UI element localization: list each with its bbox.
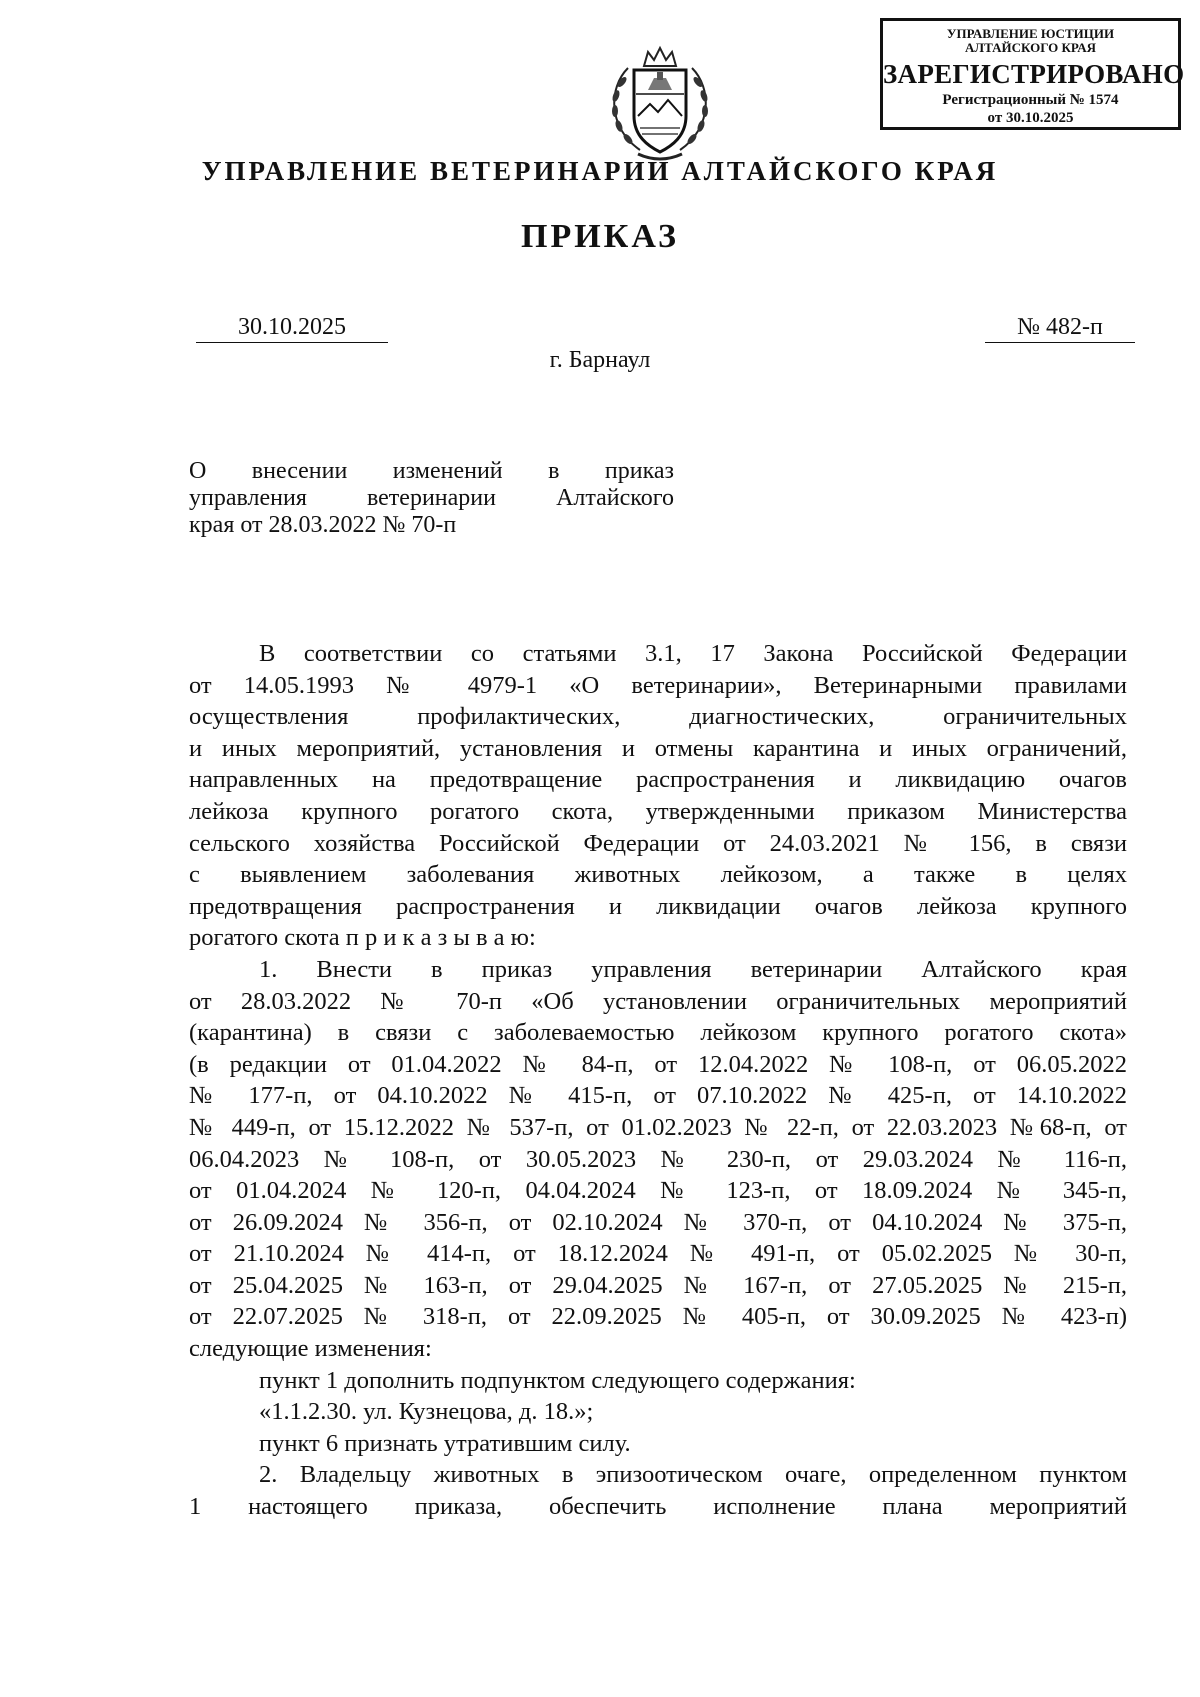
order-city: г. Барнаул xyxy=(549,347,651,373)
order-subject xyxy=(189,458,674,539)
body-line: 1. Внести в приказ управления ветеринарии Алтайского края xyxy=(259,955,1127,983)
agency-name: УПРАВЛЕНИЕ ВЕТЕРИНАРИИ АЛТАЙСКОГО КРАЯ xyxy=(201,156,999,186)
altai-krai-coat-of-arms-icon xyxy=(600,38,720,166)
body-line: от 28.03.2022 № 70-п «Об установлении ограничительных мероприятий xyxy=(189,987,1127,1015)
stamp-reg-date: от 30.10.2025 xyxy=(987,110,1074,126)
subject-line: края от 28.03.2022 № 70-п xyxy=(189,512,457,538)
subject-line: управления ветеринарии Алтайского xyxy=(189,485,674,511)
body-line: направленных на предотвращение распространения и ликвидацию очагов xyxy=(189,766,1127,794)
body-line: (карантина) в связи с заболеваемостью лейкозом крупного рогатого скота» xyxy=(189,1019,1127,1047)
subject-line: О внесении изменений в приказ xyxy=(189,458,674,484)
stamp-reg-number: Регистрационный № 1574 xyxy=(942,92,1119,108)
body-line: осуществления профилактических, диагностических, ограничительных xyxy=(189,703,1127,731)
body-line: сельского хозяйства Российской Федерации от 24.03.2021 № 156, в связи xyxy=(189,829,1127,857)
body-line: В соответствии со статьями 3.1, 17 Закона Российской Федерации xyxy=(259,640,1127,667)
body-line: пункт 1 дополнить подпунктом следующего содержания: xyxy=(259,1366,856,1394)
body-line: предотвращения распространения и ликвидации очагов лейкоза крупного xyxy=(189,892,1127,920)
body-line: от 22.07.2025 № 318-п, от 22.09.2025 № 405-п, от 30.09.2025 № 423-п) xyxy=(189,1303,1127,1331)
body-line: от 25.04.2025 № 163-п, от 29.04.2025 № 167-п, от 27.05.2025 № 215-п, xyxy=(189,1271,1127,1299)
body-line: от 14.05.1993 № 4979-1 «О ветеринарии», Ветеринарными правилами xyxy=(189,671,1127,699)
body-line: «1.1.2.30. ул. Кузнецова, д. 18.»; xyxy=(259,1398,594,1426)
body-line: следующие изменения: xyxy=(189,1335,432,1363)
body-line: № 449-п, от 15.12.2022 № 537-п, от 01.02.2023 № 22-п, от 22.03.2023 №68-п, от xyxy=(189,1113,1127,1141)
body-line: от 26.09.2024 № 356-п, от 02.10.2024 № 370-п, от 04.10.2024 № 375-п, xyxy=(189,1208,1127,1236)
body-line: 2. Владельцу животных в эпизоотическом очаге, определенном пунктом xyxy=(259,1461,1127,1489)
registration-stamp xyxy=(880,18,1185,130)
body-line: и иных мероприятий, установления и отмены карантина и иных ограничений, xyxy=(189,734,1127,762)
stamp-line-2: АЛТАЙСКОГО КРАЯ xyxy=(965,40,1096,55)
body-line: № 177-п, от 04.10.2022 № 415-п, от 07.10.2022 № 425-п, от 14.10.2022 xyxy=(189,1082,1127,1110)
body-line: 06.04.2023 № 108-п, от 30.05.2023 № 230-п, от 29.03.2024 № 116-п, xyxy=(189,1145,1127,1173)
order-body xyxy=(189,638,1127,1523)
stamp-line-1: УПРАВЛЕНИЕ ЮСТИЦИИ xyxy=(946,26,1115,41)
document-type-title: ПРИКАЗ xyxy=(521,218,679,255)
body-line: 1 настоящего приказа, обеспечить исполнение плана мероприятий xyxy=(189,1493,1127,1521)
body-line: с выявлением заболевания животных лейкозом, а также в целях xyxy=(189,861,1127,889)
order-number: № 482-п xyxy=(985,312,1135,343)
body-line: (в редакции от 01.04.2022 № 84-п, от 12.04.2022 № 108-п, от 06.05.2022 xyxy=(189,1050,1127,1078)
body-line: от 21.10.2024 № 414-п, от 18.12.2024 № 491-п, от 05.02.2025 № 30-п, xyxy=(189,1240,1127,1268)
body-line: лейкоза крупного рогатого скота, утвержденными приказом Министерства xyxy=(189,797,1127,825)
order-date: 30.10.2025 xyxy=(196,312,388,343)
body-line: пункт 6 признать утратившим силу. xyxy=(259,1429,631,1457)
body-line: от 01.04.2024 № 120-п, 04.04.2024 № 123-п, от 18.09.2024 № 345-п, xyxy=(189,1177,1127,1205)
stamp-title: ЗАРЕГИСТРИРОВАНО xyxy=(883,59,1185,89)
body-line: рогатого скота п р и к а з ы в а ю: xyxy=(189,924,536,952)
